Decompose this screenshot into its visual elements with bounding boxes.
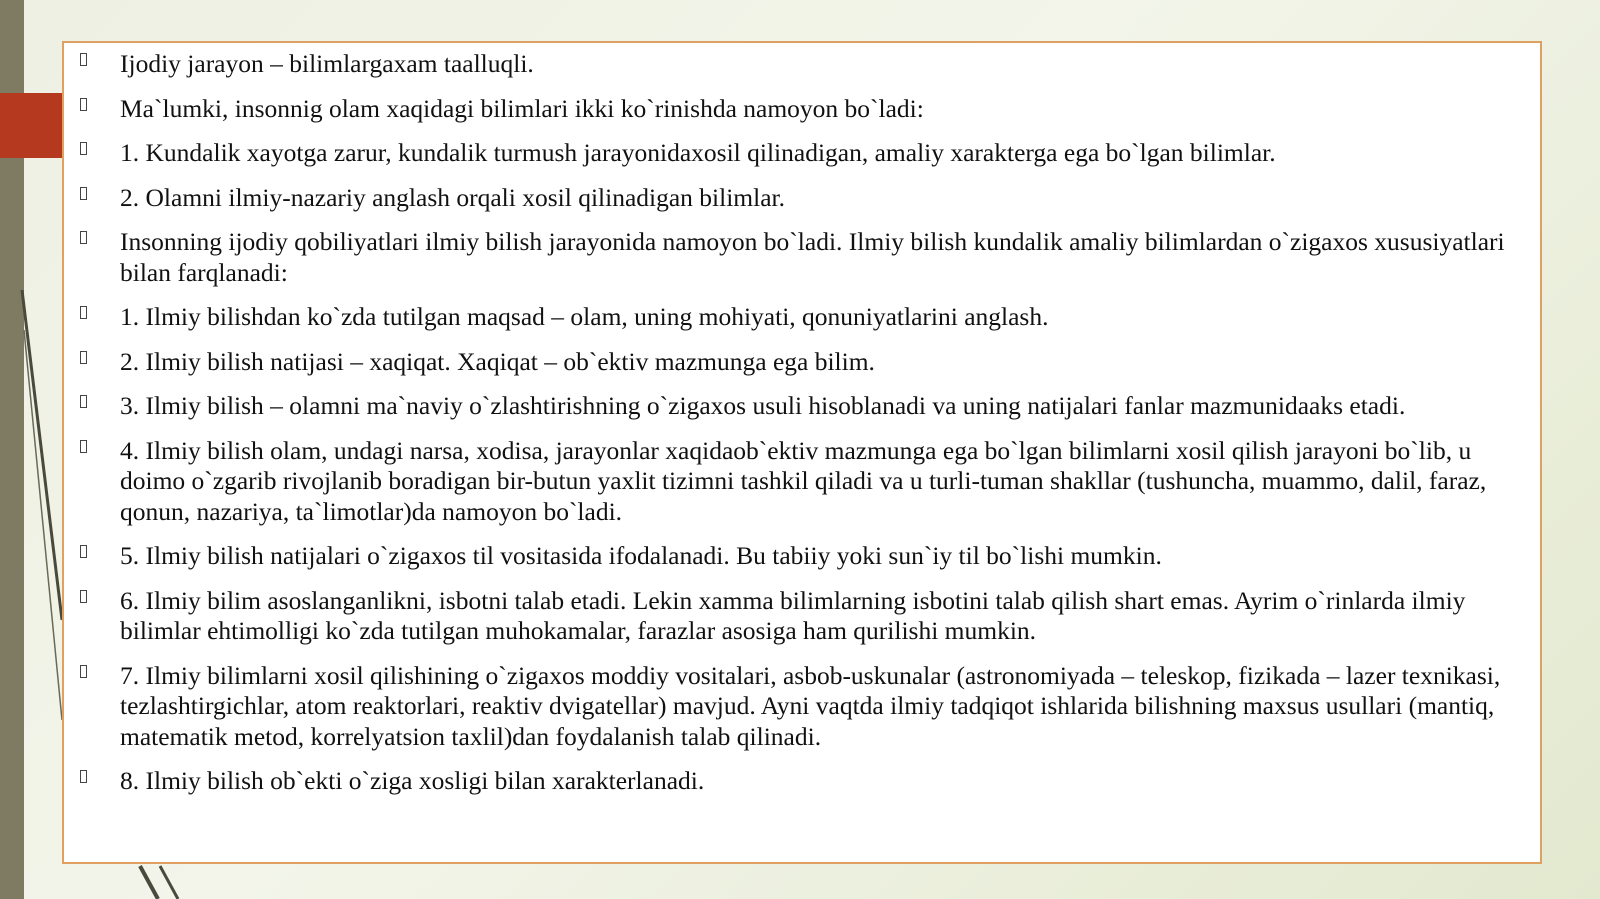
list-item-text: 4. Ilmiy bilish olam, undagi narsa, xodisa, jarayonlar xaqidaob`ektiv mazmunga ega bo`lgan bilimlarni xosil qilish jarayoni bo`lib, u doimo o`zgarib rivojlanib boradigan bir-butun yaxlit tizimni tashkil qiladi va u turli-tuman shakllar (tushuncha, muammo, dalil, faraz, qonun, nazariya, ta`limotlar)da namoyon bo`ladi. — [120, 435, 1487, 526]
list-item-text: 2. Ilmiy bilish natijasi – xaqiqat. Xaqiqat – ob`ektiv mazmunga ega bilim. — [120, 346, 875, 376]
list-item — [80, 436, 1518, 528]
bullet-list — [80, 49, 1518, 797]
list-item-text: 1. Kundalik xayotga zarur, kundalik turmush jarayonidaxosil qilinadigan, amaliy xarakterga ega bo`lgan bilimlar. — [120, 138, 1276, 167]
bullet-box-icon — [80, 770, 87, 783]
content-frame — [62, 41, 1542, 864]
bullet-box-icon — [80, 306, 87, 319]
list-item-text: 3. Ilmiy bilish – olamni ma`naviy o`zlashtirishning o`zigaxos usuli hisoblanadi va uning natijalari fanlar mazmunidaaks etadi. — [120, 391, 1406, 420]
list-item — [80, 183, 1518, 214]
bullet-box-icon — [80, 351, 87, 364]
list-item — [80, 227, 1518, 288]
bullet-box-icon — [80, 53, 87, 66]
bullet-box-icon — [80, 142, 87, 155]
list-item — [80, 302, 1518, 333]
list-item — [80, 347, 1518, 378]
list-item-text: 2. Olamni ilmiy-nazariy anglash orqali xosil qilinadigan bilimlar. — [120, 182, 785, 212]
list-item-text: Insonning ijodiy qobiliyatlari ilmiy bilish jarayonida namoyon bo`ladi. Ilmiy bilish kundalik amaliy bilimlardan o`zigaxos xususiyatlari bilan farqlanadi: — [120, 227, 1505, 287]
red-accent-block — [0, 93, 62, 158]
list-item-text: Ijodiy jarayon – bilimlargaxam taalluqli. — [120, 49, 534, 78]
list-item — [80, 94, 1518, 125]
list-item-text: 7. Ilmiy bilimlarni xosil qilishining o`zigaxos moddiy vositalari, asbob-uskunalar (astronomiyada – teleskop, fizikada – lazer texnikasi, tezlashtirgichlar, atom reaktorlari, reaktiv dvigatellar) mavjud. Ayni vaqtda ilmiy tadqiqot ishlarida bilishning maxsus usullari (mantiq, matematik metod, korrelyatsion taxlil)dan foydalanish talab qilinadi. — [120, 660, 1501, 751]
bullet-box-icon — [80, 665, 87, 678]
list-item — [80, 391, 1518, 422]
bullet-box-icon — [80, 440, 87, 453]
list-item — [80, 49, 1518, 80]
bullet-box-icon — [80, 395, 87, 408]
list-item-text: 1. Ilmiy bilishdan ko`zda tutilgan maqsad – olam, uning mohiyati, qonuniyatlarini anglash. — [120, 302, 1049, 331]
list-item-text: 5. Ilmiy bilish natijalari o`zigaxos til vositasida ifodalanadi. Bu tabiiy yoki sun`iy til bo`lishi mumkin. — [120, 541, 1162, 570]
bullet-box-icon — [80, 98, 87, 111]
list-item-text: Ma`lumki, insonnig olam xaqidagi bilimlari ikki ko`rinishda namoyon bo`ladi: — [120, 93, 924, 123]
bullet-box-icon — [80, 590, 87, 603]
list-item — [80, 138, 1518, 169]
list-item — [80, 586, 1518, 647]
list-item — [80, 766, 1518, 797]
list-item — [80, 661, 1518, 753]
bullet-box-icon — [80, 187, 87, 200]
list-item — [80, 541, 1518, 572]
bullet-box-icon — [80, 231, 87, 244]
list-item-text: 6. Ilmiy bilim asoslanganlikni, isbotni talab etadi. Lekin xamma bilimlarning isbotini talab qilish shart emas. Ayrim o`rinlarda ilmiy bilimlar ehtimolligi ko`zda tutilgan muhokamalar, farazlar asosiga ham qurilishi mumkin. — [120, 585, 1466, 645]
bullet-box-icon — [80, 545, 87, 558]
list-item-text: 8. Ilmiy bilish ob`ekti o`ziga xosligi bilan xarakterlanadi. — [120, 766, 705, 795]
